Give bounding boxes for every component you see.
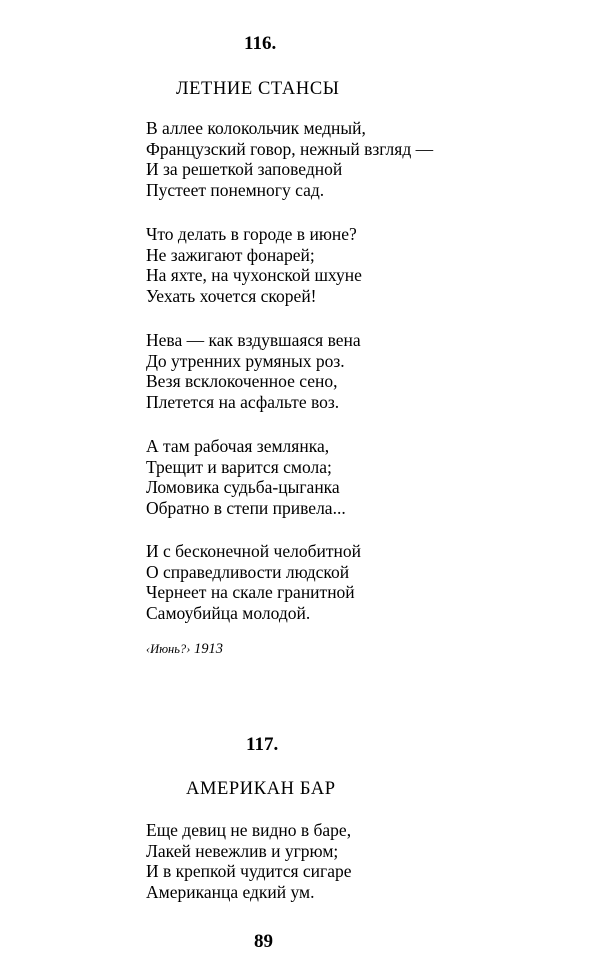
stanza — [146, 330, 361, 413]
verse-line: Уехать хочется скорей! — [146, 286, 317, 307]
verse-line: На яхте, на чухонской шхуне — [146, 265, 362, 286]
verse-line: До утренних румяных роз. — [146, 350, 345, 371]
poem-date — [146, 640, 223, 658]
verse-line: Ломовика судьба-цыганка — [146, 477, 340, 498]
verse-line: А там рабочая землянка, — [146, 436, 330, 456]
poem-number: 117. — [246, 734, 279, 755]
verse-line: Плетется на асфальте воз. — [146, 392, 340, 413]
verse-line: Трещит и варится смола; — [146, 456, 332, 477]
verse-line: Французский говор, нежный взгляд — — [146, 138, 434, 159]
date-note: ‹Июнь?› — [146, 642, 191, 656]
verse-line: Еще девиц не видно в баре, — [146, 820, 352, 840]
poem-title: ЛЕТНИЕ СТАНСЫ — [176, 79, 340, 99]
date-year: 1913 — [193, 641, 223, 657]
verse-line: О справедливости людской — [146, 561, 350, 582]
verse-line: Обратно в степи привела... — [146, 498, 346, 519]
verse-line: Нева — как вздувшаяся вена — [146, 330, 361, 350]
verse-line: Самоубийца молодой. — [146, 603, 311, 624]
verse-line: Чернеет на скале гранитной — [146, 582, 355, 603]
poem-title: АМЕРИКАН БАР — [186, 779, 336, 799]
stanza — [146, 820, 352, 903]
stanza — [146, 118, 433, 201]
verse-line: Везя всклокоченное сено, — [146, 371, 338, 392]
verse-line: Что делать в городе в июне? — [146, 224, 357, 244]
verse-line: И с бесконечной челобитной — [146, 541, 361, 561]
stanza — [146, 541, 361, 624]
stanza — [146, 224, 362, 307]
poem-number: 116. — [244, 33, 277, 54]
verse-line: Американца едкий ум. — [146, 882, 315, 903]
verse-line: Лакей невежлив и угрюм; — [146, 840, 339, 861]
verse-line: Не зажигают фонарей; — [146, 244, 315, 265]
verse-line: Пустеет понемногу сад. — [146, 180, 325, 201]
verse-line: И в крепкой чудится сигаре — [146, 861, 352, 882]
verse-line: В аллее колокольчик медный, — [146, 118, 366, 138]
page-number: 89 — [254, 931, 273, 952]
verse-line: И за решеткой заповедной — [146, 159, 343, 180]
stanza — [146, 436, 346, 519]
